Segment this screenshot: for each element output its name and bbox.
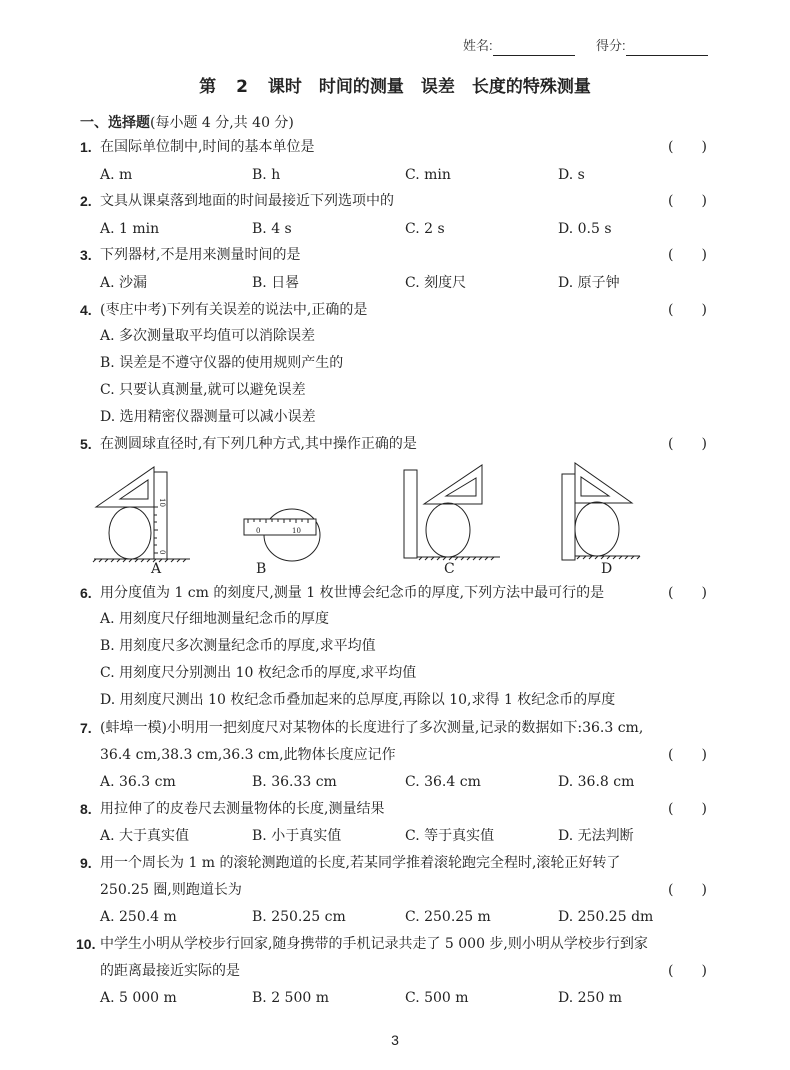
option-b: B. 250.25 cm <box>252 909 346 925</box>
question-text: (枣庄中考)下列有关误差的说法中,正确的是 <box>100 302 368 318</box>
section-heading <box>80 112 294 132</box>
option-b: B. 小于真实值 <box>252 828 342 844</box>
option-c: C. min <box>405 167 451 183</box>
option-a: A. 36.3 cm <box>100 774 176 790</box>
option-d: D. 0.5 s <box>558 221 612 237</box>
question-text: 下列器材,不是用来测量时间的是 <box>100 247 301 263</box>
question-text: 中学生小明从学校步行回家,随身携带的手机记录共走了 5 000 步,则小明从学校步行到家 <box>100 936 648 952</box>
answer-paren[interactable]: ( ) <box>668 747 707 763</box>
question-text: 文具从课桌落到地面的时间最接近下列选项中的 <box>100 193 394 209</box>
answer-paren[interactable]: ( ) <box>668 302 707 318</box>
option-b: B. 4 s <box>252 221 292 237</box>
score-blank[interactable] <box>626 41 708 56</box>
score-field[interactable] <box>596 36 708 56</box>
answer-paren[interactable]: ( ) <box>668 801 707 817</box>
diagram-label-b: B <box>256 561 267 577</box>
answer-paren[interactable]: ( ) <box>668 436 707 452</box>
question-number: 2. <box>80 193 92 209</box>
option-b: B. 用刻度尺多次测量纪念币的厚度,求平均值 <box>100 638 376 654</box>
option-c: C. 250.25 m <box>405 909 491 925</box>
diagram-label-d: D <box>601 561 613 577</box>
diagram-c <box>404 465 500 560</box>
option-a: A. 5 000 m <box>100 990 177 1006</box>
option-b: B. 2 500 m <box>252 990 329 1006</box>
question-number: 7. <box>80 720 92 736</box>
ruler-mark-0: 0 <box>158 550 166 555</box>
option-c: C. 用刻度尺分别测出 10 枚纪念币的厚度,求平均值 <box>100 665 417 681</box>
name-blank[interactable] <box>493 41 575 56</box>
option-a: A. m <box>100 167 133 183</box>
score-label: 得分: <box>596 38 626 53</box>
question-number: 10. <box>76 936 96 952</box>
question-number: 6. <box>80 585 92 601</box>
question-number: 1. <box>80 139 92 155</box>
option-b: B. 误差是不遵守仪器的使用规则产生的 <box>100 355 344 371</box>
name-label: 姓名: <box>463 38 493 53</box>
question-text: 在测圆球直径时,有下列几种方式,其中操作正确的是 <box>100 436 417 452</box>
diagram-d <box>562 463 640 560</box>
option-d: D. 用刻度尺测出 10 枚纪念币叠加起来的总厚度,再除以 10,求得 1 枚纪念币的厚度 <box>100 692 616 708</box>
question-text-cont: 250.25 圈,则跑道长为 <box>100 882 242 898</box>
option-a: A. 1 min <box>100 221 160 237</box>
option-a: A. 多次测量取平均值可以消除误差 <box>100 328 316 344</box>
option-d: D. 选用精密仪器测量可以减小误差 <box>100 409 316 425</box>
diagram-label-c: C <box>444 561 455 577</box>
page-number: 3 <box>391 1032 399 1048</box>
name-field[interactable] <box>463 36 575 56</box>
option-b: B. h <box>252 167 281 183</box>
question-number: 4. <box>80 302 92 318</box>
question-number: 3. <box>80 247 92 263</box>
section-label: 一、选择题 <box>80 115 150 131</box>
option-c: C. 36.4 cm <box>405 774 481 790</box>
option-b: B. 36.33 cm <box>252 774 337 790</box>
option-c: C. 刻度尺 <box>405 275 467 291</box>
section-note: (每小题 4 分,共 40 分) <box>150 115 294 131</box>
page-title: 第 2 课时 时间的测量 误差 长度的特殊测量 <box>199 77 591 97</box>
question-text: 用拉伸了的皮卷尺去测量物体的长度,测量结果 <box>100 801 385 817</box>
question-number: 9. <box>80 855 92 871</box>
question-text: 用一个周长为 1 m 的滚轮测跑道的长度,若某同学推着滚轮跑完全程时,滚轮正好转了 <box>100 855 621 871</box>
answer-paren[interactable]: ( ) <box>668 193 707 209</box>
option-a: A. 沙漏 <box>100 275 148 291</box>
diagram-label-a: A <box>151 561 162 577</box>
question-text-cont: 36.4 cm,38.3 cm,36.3 cm,此物体长度应记作 <box>100 747 396 763</box>
option-c: C. 等于真实值 <box>405 828 495 844</box>
answer-paren[interactable]: ( ) <box>668 139 707 155</box>
ruler-mark-0: 0 <box>256 527 261 535</box>
answer-paren[interactable]: ( ) <box>668 247 707 263</box>
option-c: C. 2 s <box>405 221 445 237</box>
option-d: D. 无法判断 <box>558 828 634 844</box>
measurement-diagrams <box>80 460 700 585</box>
diagram-b <box>244 509 320 561</box>
option-b: B. 日晷 <box>252 275 300 291</box>
option-d: D. 36.8 cm <box>558 774 635 790</box>
option-a: A. 用刻度尺仔细地测量纪念币的厚度 <box>100 611 330 627</box>
question-text-cont: 的距离最接近实际的是 <box>100 963 240 979</box>
option-c: C. 只要认真测量,就可以避免误差 <box>100 382 306 398</box>
question-text: 用分度值为 1 cm 的刻度尺,测量 1 枚世博会纪念币的厚度,下列方法中最可行的是 <box>100 585 605 601</box>
answer-paren[interactable]: ( ) <box>668 963 707 979</box>
option-a: A. 大于真实值 <box>100 828 190 844</box>
option-a: A. 250.4 m <box>100 909 177 925</box>
question-number: 8. <box>80 801 92 817</box>
diagram-a <box>93 467 190 562</box>
answer-paren[interactable]: ( ) <box>668 585 707 601</box>
option-c: C. 500 m <box>405 990 469 1006</box>
question-text: 在国际单位制中,时间的基本单位是 <box>100 139 315 155</box>
option-d: D. 原子钟 <box>558 275 620 291</box>
option-d: D. s <box>558 167 585 183</box>
ruler-mark-10: 10 <box>292 527 301 535</box>
question-text: (蚌埠一模)小明用一把刻度尺对某物体的长度进行了多次测量,记录的数据如下:36.3 cm, <box>100 720 644 736</box>
question-number: 5. <box>80 436 92 452</box>
option-d: D. 250.25 dm <box>558 909 654 925</box>
answer-paren[interactable]: ( ) <box>668 882 707 898</box>
option-d: D. 250 m <box>558 990 623 1006</box>
ruler-mark-10: 10 <box>158 498 166 507</box>
